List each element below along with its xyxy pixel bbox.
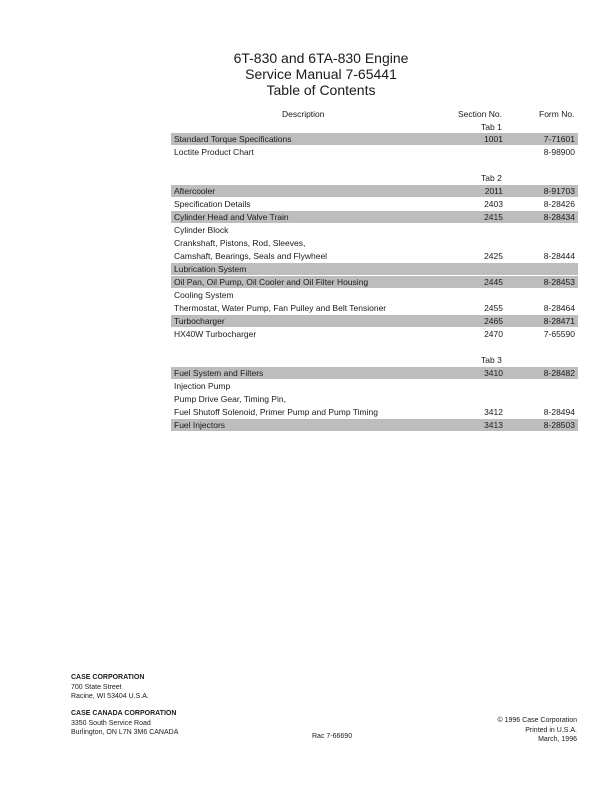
- row-description: Lubrication System: [174, 264, 247, 274]
- tab-label: Tab 2: [481, 173, 502, 183]
- row-form: 8-28482: [543, 368, 575, 378]
- row-description: Injection Pump: [174, 381, 231, 391]
- date-line: March, 1996: [538, 736, 577, 743]
- table-row: [171, 198, 578, 210]
- row-form: 8-28503: [543, 420, 575, 430]
- rac-number: Rac 7-66690: [312, 733, 353, 740]
- table-row: [171, 250, 578, 262]
- table-row: [171, 380, 578, 392]
- row-section: 2470: [484, 329, 503, 339]
- row-form: 8-98900: [543, 147, 575, 157]
- case-name: CASE CORPORATION: [71, 674, 145, 681]
- table-row: [171, 133, 578, 145]
- row-description: Camshaft, Bearings, Seals and Flywheel: [174, 251, 328, 261]
- row-description: Cylinder Head and Valve Train: [174, 212, 289, 222]
- row-section: 3413: [484, 420, 503, 430]
- tab-label: Tab 3: [481, 355, 502, 365]
- header-description: Description: [282, 109, 325, 119]
- table-row: [171, 393, 578, 405]
- row-description: Thermostat, Water Pump, Fan Pulley and Belt Tensioner: [174, 303, 387, 313]
- row-description: Specification Details: [174, 199, 251, 209]
- row-form: 8-28426: [543, 199, 575, 209]
- tab-label: Tab 1: [481, 122, 502, 132]
- table-row: [171, 211, 578, 223]
- title-toc: Table of Contents: [266, 82, 376, 98]
- row-description: HX40W Turbocharger: [174, 329, 257, 339]
- canada-name: CASE CANADA CORPORATION: [71, 710, 177, 717]
- printed-line: Printed in U.S.A.: [525, 726, 577, 734]
- row-section: 2011: [484, 186, 503, 196]
- case-corporation-address: [71, 673, 149, 702]
- case-canada-address: [71, 709, 178, 738]
- table-row: [171, 224, 578, 236]
- row-form: 8-91703: [543, 186, 575, 196]
- table-row: [171, 302, 578, 314]
- row-section: 2455: [484, 303, 503, 313]
- row-description: Turbocharger: [174, 316, 225, 326]
- row-form: 8-28434: [543, 212, 575, 222]
- header-section: Section No.: [458, 109, 502, 119]
- table-row: [171, 263, 578, 275]
- row-section: 2445: [484, 277, 503, 287]
- title-manual: Service Manual 7-65441: [245, 66, 397, 82]
- row-section: 2403: [484, 199, 503, 209]
- table-row: [171, 328, 578, 340]
- table-row: [171, 276, 578, 288]
- row-description: Cooling System: [174, 290, 234, 300]
- table-row: [171, 185, 578, 197]
- table-row: [171, 237, 578, 249]
- row-description: Standard Torque Specifications: [174, 134, 292, 144]
- case-address-line1: 700 State Street: [71, 683, 122, 691]
- row-description: Cylinder Block: [174, 225, 229, 235]
- row-description: Fuel System and Filters: [174, 368, 264, 378]
- row-form: 7-71601: [543, 134, 575, 144]
- row-section: 3412: [484, 407, 503, 417]
- document-title: [0, 50, 612, 98]
- row-description: Loctite Product Chart: [174, 147, 254, 157]
- table-row: [171, 289, 578, 301]
- row-section: 2415: [484, 212, 503, 222]
- row-description: Oil Pan, Oil Pump, Oil Cooler and Oil Filter Housing: [174, 277, 369, 287]
- row-description: Fuel Shutoff Solenoid, Primer Pump and Pump Timing: [174, 407, 378, 417]
- column-headers: [0, 109, 612, 121]
- row-form: 8-28453: [543, 277, 575, 287]
- table-row: [171, 146, 578, 158]
- table-row: [171, 406, 578, 418]
- row-section: 2465: [484, 316, 503, 326]
- row-description: Fuel Injectors: [174, 420, 226, 430]
- title-engine: 6T-830 and 6TA-830 Engine: [233, 50, 409, 66]
- header-form: Form No.: [539, 109, 575, 119]
- table-row: [171, 315, 578, 327]
- row-description: Crankshaft, Pistons, Rod, Sleeves,: [174, 238, 306, 248]
- row-form: 7-65590: [543, 329, 575, 339]
- row-description: Aftercooler: [174, 186, 216, 196]
- row-section: 1001: [484, 134, 503, 144]
- row-form: 8-28471: [543, 316, 575, 326]
- canada-address-line1: 3350 South Service Road: [71, 719, 151, 727]
- copyright-block: [498, 716, 577, 745]
- row-section: 3410: [484, 368, 503, 378]
- copyright-line: © 1996 Case Corporation: [497, 717, 577, 724]
- row-form: 8-28464: [543, 303, 575, 313]
- canada-address-line2: Burlington, ON L7N 3M6 CANADA: [71, 729, 179, 736]
- row-form: 8-28444: [543, 251, 575, 261]
- case-address-line2: Racine, WI 53404 U.S.A.: [71, 693, 149, 700]
- table-row: [171, 367, 578, 379]
- row-form: 8-28494: [543, 407, 575, 417]
- row-section: 2425: [484, 251, 503, 261]
- table-row: [171, 419, 578, 431]
- row-description: Pump Drive Gear, Timing Pin,: [174, 394, 286, 404]
